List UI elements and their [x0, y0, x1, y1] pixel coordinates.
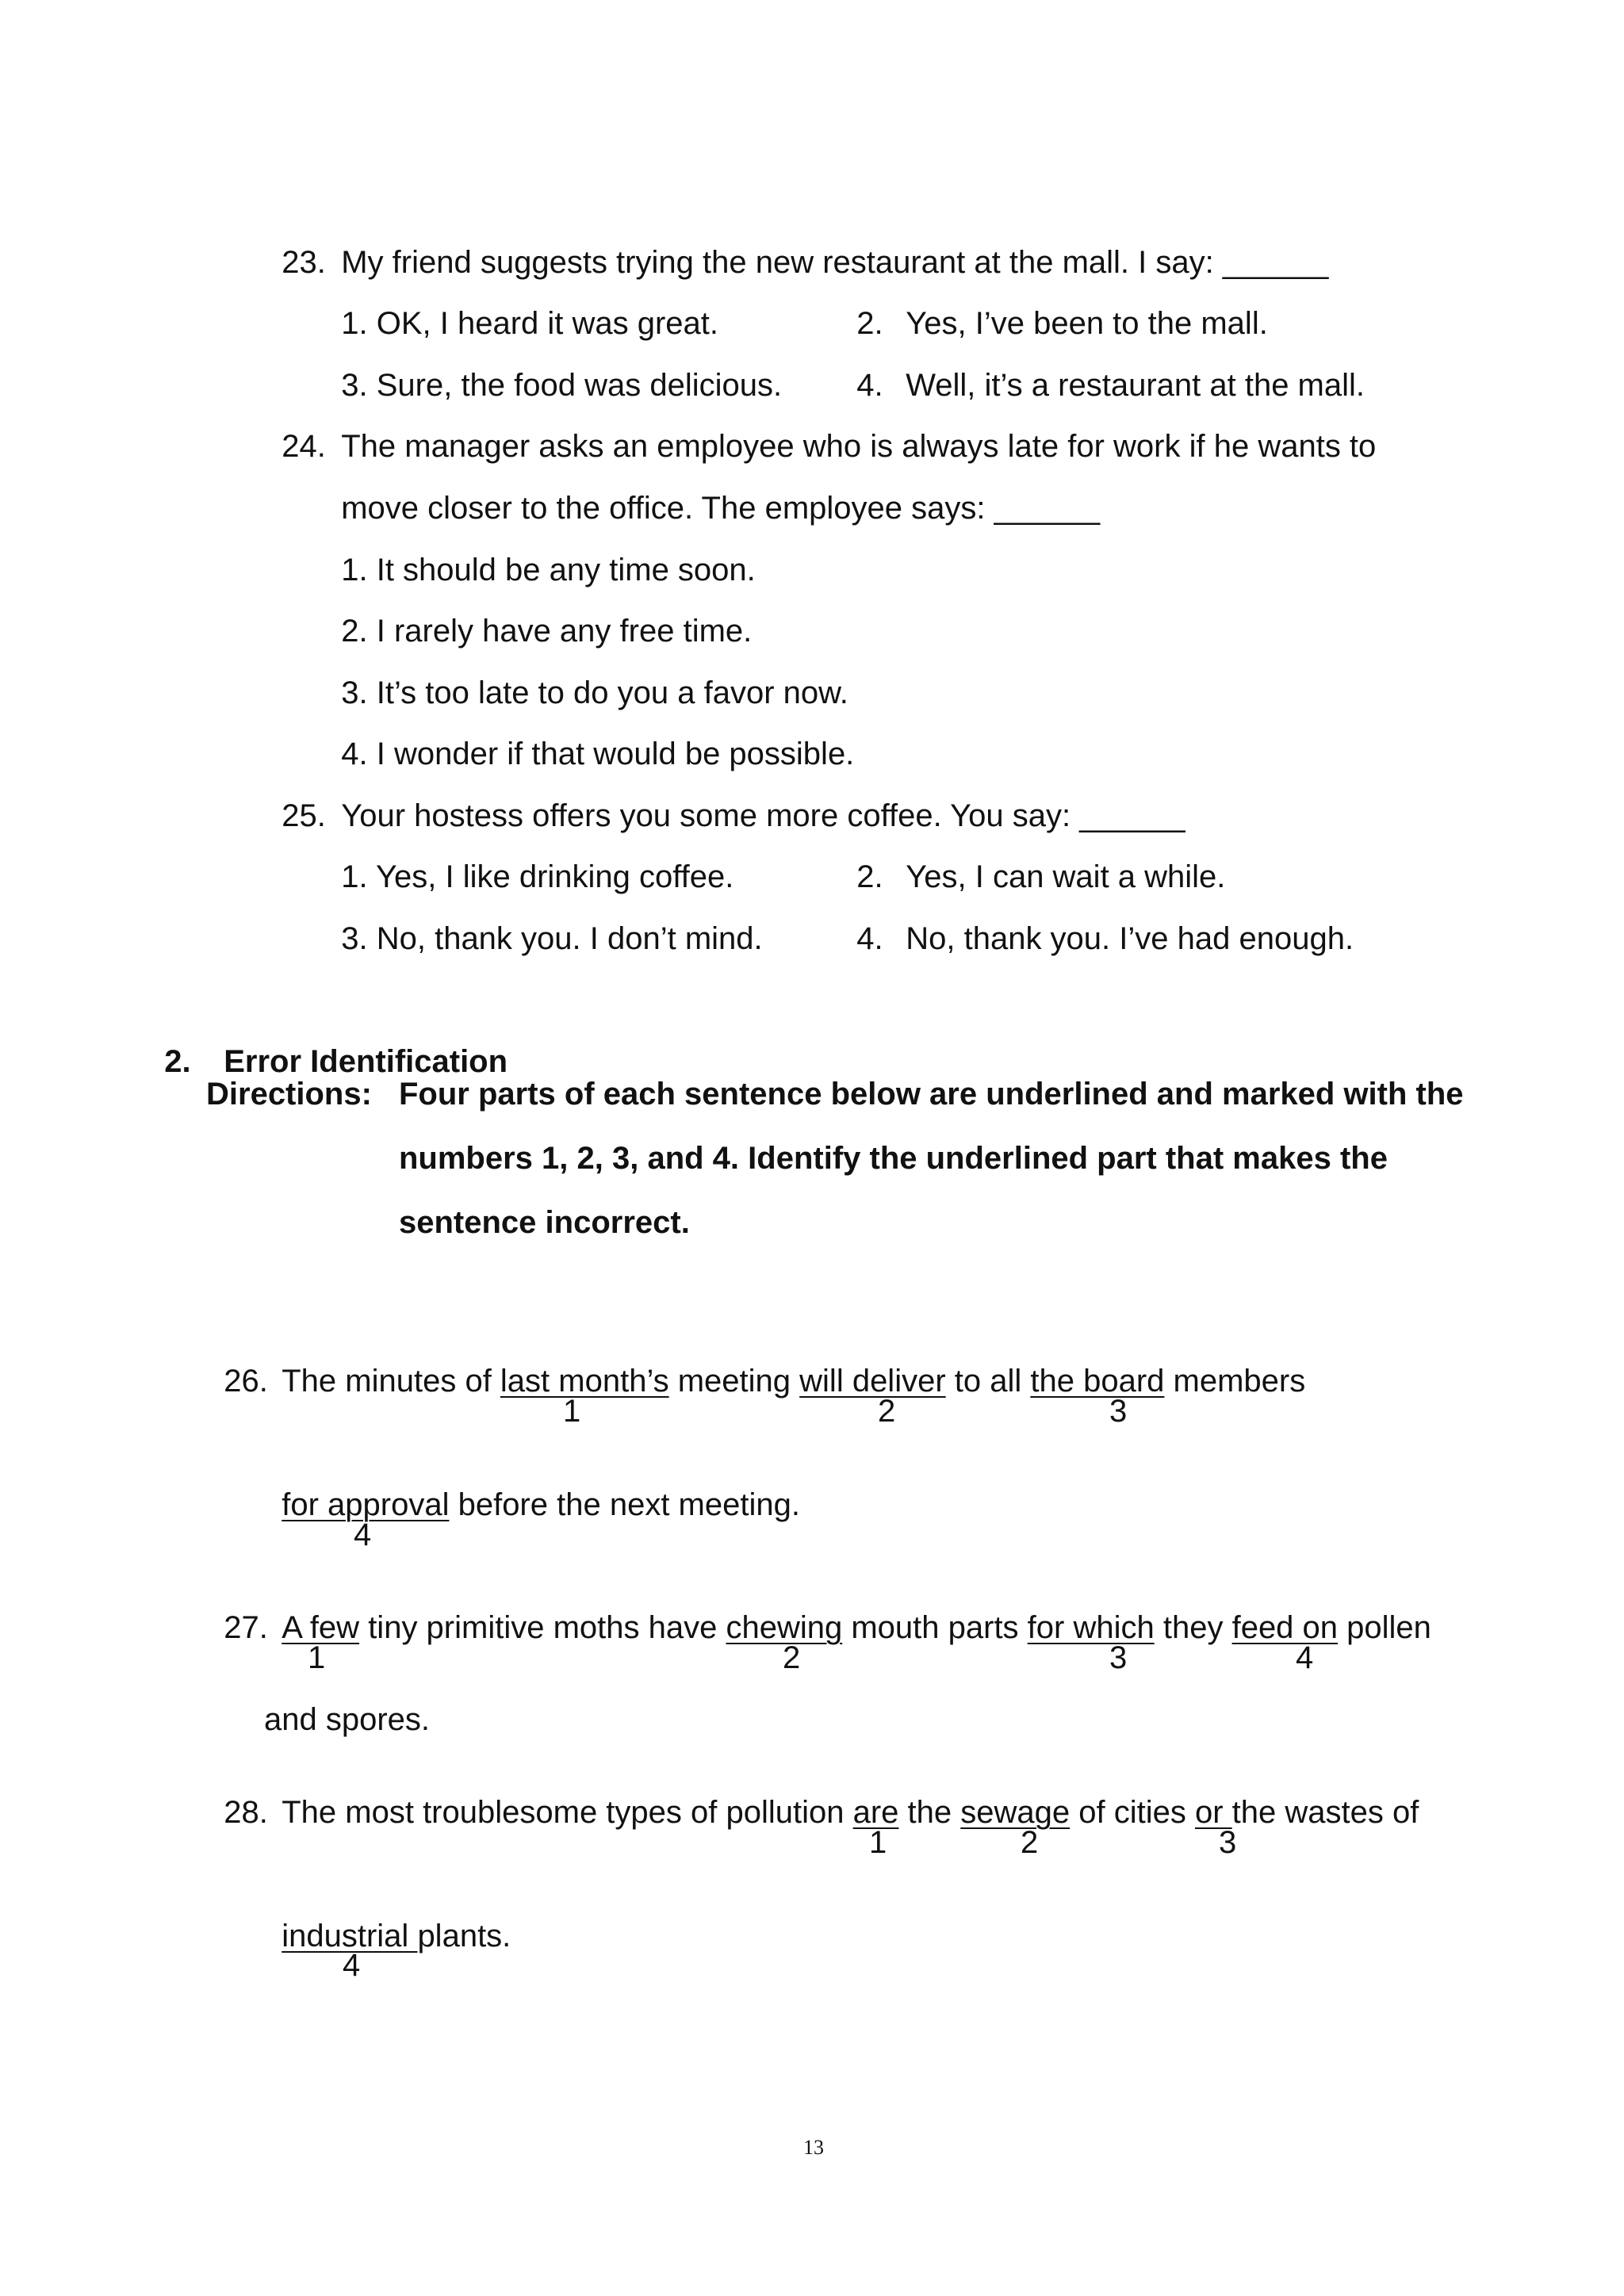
question-26-continued	[264, 1457, 800, 1521]
marker-27-2: 2	[783, 1640, 801, 1675]
option-24-2	[324, 584, 752, 647]
question-number: 28.	[224, 1795, 268, 1830]
section-heading	[147, 1014, 508, 1077]
section-title: Error Identification	[224, 1044, 508, 1079]
option-24-3	[324, 645, 848, 709]
sentence-text: tiny primitive moths have	[359, 1610, 726, 1645]
option-text: Yes, I’ve been to the mall.	[906, 306, 1268, 341]
question-stem-line2: move closer to the office. The employee says: ______	[341, 491, 1101, 526]
underlined-part-4: for approval	[282, 1487, 450, 1522]
sentence-text: to all	[945, 1364, 1031, 1399]
option-text: No, thank you. I don’t mind.	[376, 921, 763, 956]
question-27-continued: and spores.	[264, 1702, 431, 1737]
underlined-part-3: for which	[1027, 1610, 1155, 1645]
option-25-3	[324, 891, 763, 955]
directions-line-2: numbers 1, 2, 3, and 4. Identify the underlined part that makes the	[399, 1141, 1388, 1176]
option-25-2	[839, 829, 1225, 893]
option-23-2	[839, 276, 1268, 339]
sentence-text: they	[1154, 1610, 1232, 1645]
question-28-continued	[264, 1888, 511, 1952]
option-text: It should be any time soon.	[376, 553, 756, 587]
marker-28-2: 2	[1021, 1825, 1039, 1860]
question-23	[264, 215, 1328, 278]
option-text: No, thank you. I’ve had enough.	[906, 921, 1354, 956]
question-stem: Your hostess offers you some more coffee. You say: ______	[341, 798, 1185, 833]
question-number: 26.	[224, 1364, 268, 1399]
option-number: 1.	[341, 553, 368, 587]
underlined-part-2: will deliver	[799, 1364, 946, 1399]
option-number: 1.	[341, 306, 368, 341]
marker-26-1: 1	[563, 1394, 581, 1429]
marker-28-1: 1	[869, 1825, 887, 1860]
underlined-part-1: are	[852, 1795, 899, 1830]
marker-27-4: 4	[1296, 1640, 1314, 1675]
sentence-text: of cities	[1070, 1795, 1195, 1830]
option-text: Sure, the food was delicious.	[376, 368, 783, 403]
directions-line-3: sentence incorrect.	[399, 1205, 690, 1240]
option-number: 3.	[341, 675, 368, 710]
marker-28-4: 4	[343, 1948, 361, 1983]
option-number: 2.	[856, 306, 883, 341]
directions-line-1: Four parts of each sentence below are underlined and marked with the	[399, 1077, 1464, 1112]
marker-26-3: 3	[1109, 1394, 1128, 1429]
question-stem-line1: The manager asks an employee who is always late for work if he wants to	[341, 429, 1377, 464]
question-25	[264, 768, 1185, 832]
marker-27-1: 1	[308, 1640, 326, 1675]
option-number: 3.	[341, 921, 368, 956]
sentence-text: mouth parts	[842, 1610, 1028, 1645]
option-number: 4.	[856, 368, 883, 403]
underlined-part-2: sewage	[960, 1795, 1071, 1830]
sentence-text: meeting	[668, 1364, 800, 1399]
marker-26-4: 4	[354, 1517, 372, 1552]
page-number: 13	[803, 2136, 824, 2159]
marker-28-3: 3	[1219, 1825, 1237, 1860]
underlined-part-4: feed on	[1231, 1610, 1339, 1645]
sentence-text: plants.	[417, 1919, 511, 1954]
question-stem: My friend suggests trying the new restaurant at the mall. I say: ______	[341, 245, 1329, 280]
marker-27-3: 3	[1109, 1640, 1128, 1675]
sentence-text: The minutes of	[282, 1364, 500, 1399]
sentence-text: The most troublesome types of pollution	[282, 1795, 853, 1830]
option-23-3	[324, 338, 782, 401]
option-number: 1.	[341, 859, 368, 894]
underlined-part-3: or	[1194, 1795, 1232, 1830]
option-23-1	[324, 276, 718, 339]
question-number: 25.	[282, 798, 326, 833]
question-26	[206, 1334, 1305, 1397]
underlined-part-1: last month’s	[500, 1364, 669, 1399]
question-number: 27.	[224, 1610, 268, 1645]
underlined-part-3: the board	[1030, 1364, 1165, 1399]
sentence-text: members	[1164, 1364, 1306, 1399]
option-number: 4.	[856, 921, 883, 956]
option-25-4	[839, 891, 1354, 955]
marker-26-2: 2	[878, 1394, 896, 1429]
option-text: I rarely have any free time.	[376, 614, 753, 649]
option-number: 4.	[341, 737, 368, 771]
sentence-text: before the next meeting.	[449, 1487, 800, 1522]
underlined-part-1: A few	[282, 1610, 360, 1645]
option-number: 2.	[856, 859, 883, 894]
sentence-text: the wastes of	[1231, 1795, 1419, 1830]
option-text: OK, I heard it was great.	[376, 306, 719, 341]
underlined-part-4: industrial	[282, 1919, 418, 1954]
option-25-1	[324, 829, 733, 893]
option-23-4	[839, 338, 1365, 401]
option-text: I wonder if that would be possible.	[376, 737, 855, 771]
question-28	[206, 1765, 1419, 1828]
option-24-1	[324, 522, 756, 586]
question-number: 24.	[282, 429, 326, 464]
underlined-part-2: chewing	[726, 1610, 843, 1645]
option-text: Yes, I like drinking coffee.	[375, 859, 734, 894]
question-24-continued	[324, 461, 1100, 524]
option-text: Well, it’s a restaurant at the mall.	[906, 368, 1365, 403]
sentence-text: pollen	[1338, 1610, 1431, 1645]
option-24-4	[324, 706, 854, 770]
option-text: Yes, I can wait a while.	[906, 859, 1226, 894]
question-27	[206, 1580, 1431, 1644]
option-text: It’s too late to do you a favor now.	[376, 675, 848, 710]
option-number: 3.	[341, 368, 368, 403]
question-number: 23.	[282, 245, 326, 280]
sentence-text: the	[898, 1795, 961, 1830]
option-number: 2.	[341, 614, 368, 649]
section-number: 2.	[164, 1044, 191, 1079]
question-24	[264, 399, 1376, 462]
directions-label: Directions:	[206, 1077, 372, 1112]
